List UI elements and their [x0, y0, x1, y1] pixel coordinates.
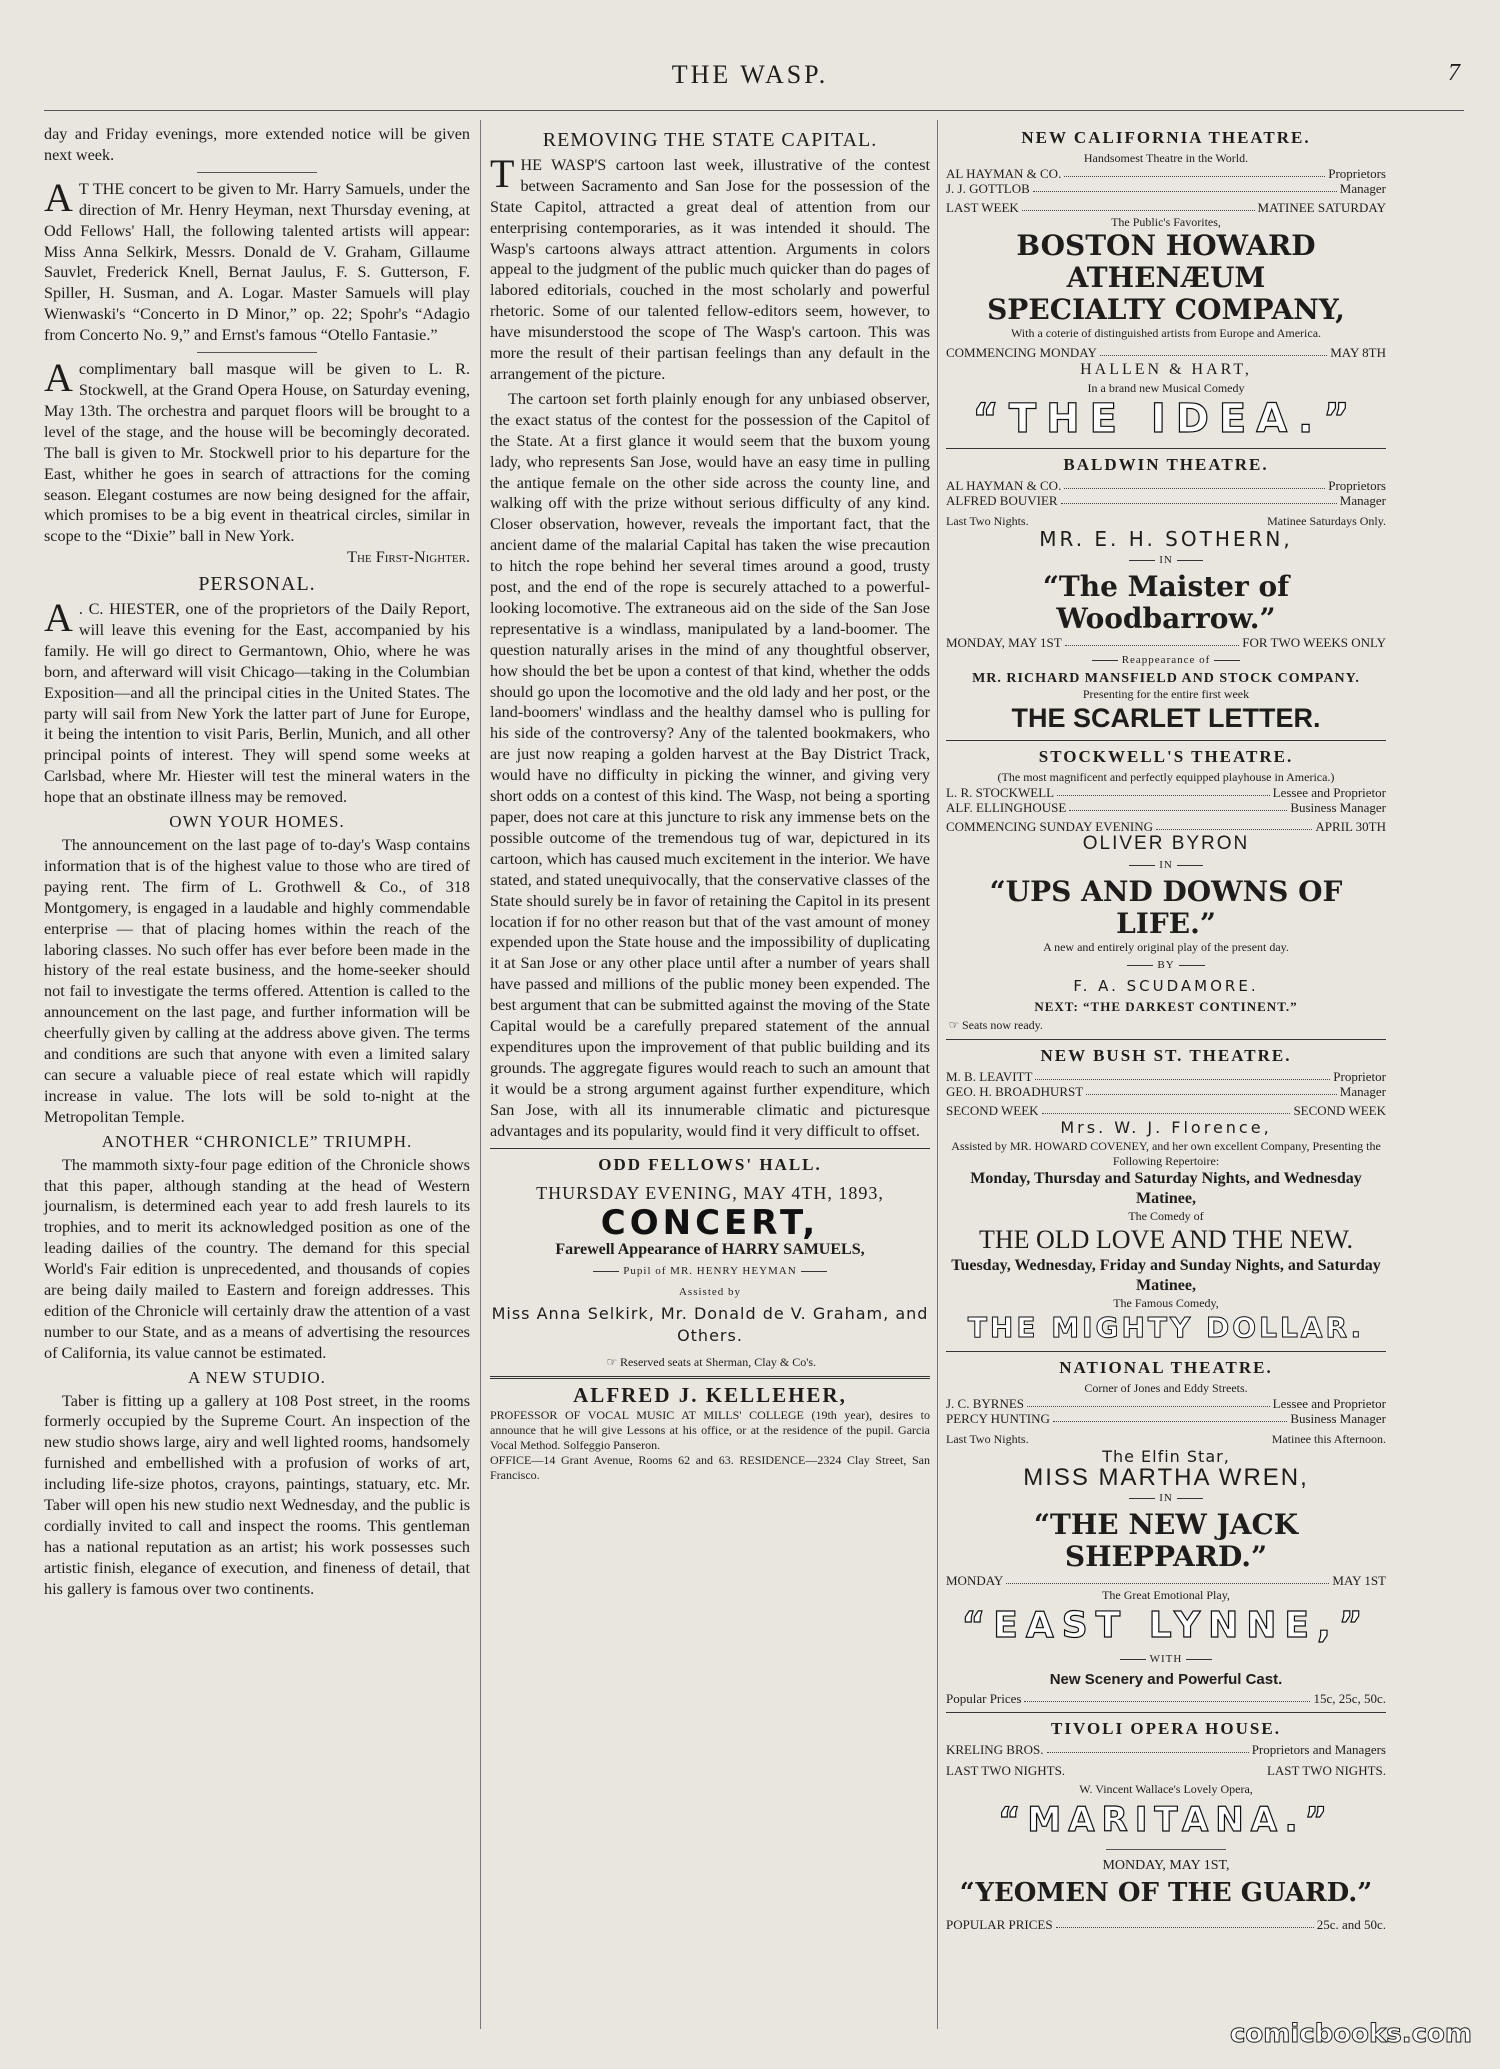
listing-row: POPULAR PRICES 25c. and 50c. [946, 1916, 1386, 1932]
monday-line: MONDAY, MAY 1ST, [1102, 1858, 1230, 1874]
stockwell-ad [946, 747, 1386, 1032]
personal-heading: PERSONAL. [198, 573, 316, 596]
capital-p1: THE WASP'S cartoon last week, illustrative of the contest between Sacramento and San Jose for the possession of the State Capitol, attracted a great deal of attention from our enterprising contemporaries, as it was intended it should. The Wasp's cartoons always attract attention. Arguments in colors appeal to the judgment of the public much quicker than do pages of labored editorials, couched in the most scholarly and powerful rhetoric. Some of our talented fellow-editors seem, however, to have misunderstood the scope of The Wasp's cartoon. This was more the result of their partisan feelings than any default in the arrangement of the picture. [490, 150, 930, 383]
page-header [0, 60, 1500, 94]
personal-article: A . C. HIESTER, one of the proprietors of the Daily Report, will leave this evening for the East, accompanied by his family. He will go direct to Germantown, Ohio, where he was born, and afterward will visit Chicago—taking in the Columbian Exposition—and all the principal cities in the United States. The party will sail from New York the latter part of June for Europe, it being the intention to visit Paris, Berlin, Munich, and all other principal points of interest. They will spend some weeks at Carlsbad, where Mr. Hiester will test the mineral waters in the hope that an obstinate illness may be removed. [44, 595, 470, 807]
separator [197, 172, 317, 173]
listing-row: Last Two Nights. Matinee this Afternoon. [946, 1431, 1386, 1446]
concert-seats: ☞ Reserved seats at Sherman, Clay & Co's. [490, 1355, 930, 1370]
baldwin-ad [946, 455, 1386, 735]
listing-row: AL HAYMAN & CO. Proprietors [946, 477, 1386, 493]
seats-note: ☞ Seats now ready. [946, 1018, 1386, 1033]
listing-row: COMMENCING MONDAY MAY 8TH [946, 344, 1386, 360]
listing-row: ALF. ELLINGHOUSE Business Manager [946, 800, 1386, 816]
listing-row: SECOND WEEK SECOND WEEK [946, 1102, 1386, 1118]
company-line-2: SPECIALTY COMPANY, [987, 292, 1345, 326]
favorites: The Public's Favorites, [1111, 214, 1221, 229]
coterie: With a coterie of distinguished artists from Europe and America. [1010, 325, 1322, 340]
author-name: F. A. SCUDAMORE. [1073, 977, 1259, 996]
capital-p2: The cartoon set forth plainly enough for any unbiased observer, the exact status of the contest for the possession of the Capitol of the State. At a first glance it would seem that the buxom young lady, who represents San Jose, would have an easy time in pulling the antique female on the other side across the county line, and walking off with the prize without serious difficulty of any kind. Closer observation, however, reveals the important fact, that the ancient dame of the malarial Capital has taken the wise precaution to hitch the rope behind her several times around a good, trusty post, and the end of the rope is securely attached to a powerful-looking locomotive. The extraneous aid on the side of the San Jose representative is a windlass, manipulated by a land-boomer. The question naturally arises in the mind of any thoughtful observer, how should the bet be upon a contest of that kind, whether the odds should go upon the locomotive and the old lady and her post, or the land-boomers' windlass and the healthy damsel who is pulling for his side of the controversy? Any of the talented bookmakers, who are just now reaping a golden harvest at the Bay District Track, would have no difficulty in picking the winner, and giving very short odds on a contest of this kind. The Wasp, not being a sporting paper, does not care at this juncture to risk any immense bets on the possible outcome of the tremendous tug of war, depictured in its cartoon, which has caused much excitement in the interior. We have stated, and stated unequivocally, that the conservative classes of the State should surely be in favor of retaining the Capitol in its present location if for no other reason but that of the vast amount of money expended upon the State house and the impossibility of duplicating it at San Jose or any other place until after a number of years shall have passed and millions of the public money been expended. The best argument that can be submitted against the moving of the State Capital would be a carefully prepared statement of the annual expenditures upon the improvement of that public building and its grounds. The aggregate figures would reach to such an amount that it would be a strong argument against further expenditure, which San Jose, with all its innumerable climatic and picturesque advantages and its popularity, would find it very difficult to offset. [490, 389, 930, 1140]
listing-row: KRELING BROS. Proprietors and Managers [946, 1742, 1386, 1758]
listing-row: LAST TWO NIGHTS. LAST TWO NIGHTS. [946, 1763, 1386, 1779]
by-line: BY [946, 955, 1386, 976]
hallen-hart: HALLEN & HART, [1080, 360, 1252, 378]
listing-row: AL HAYMAN & CO. Proprietors [946, 165, 1386, 181]
old-love: THE OLD LOVE AND THE NEW. [978, 1224, 1354, 1254]
kelleher-office: OFFICE—14 Grant Avenue, Rooms 62 and 63. RESIDENCE—2324 Clay Street, San Francisco. [490, 1452, 930, 1482]
concert-ad [490, 1155, 930, 1371]
chronicle-heading: ANOTHER “CHRONICLE” TRIUMPH. [101, 1131, 413, 1151]
listing-row: LAST WEEK MATINEE SATURDAY [946, 199, 1386, 215]
concert-date: THURSDAY EVENING, MAY 4TH, 1893, [536, 1183, 884, 1204]
east-lynne: “EAST LYNNE,” [961, 1605, 1371, 1647]
concert-article: A T THE concert to be given to Mr. Harry Samuels, under the direction of Mr. Henry Heyman, next Thursday evening, at Odd Fellows' Hall, the following talented artists will appear: Miss Anna Selkirk, Messrs. Donald de V. Graham, Gillaume Sauvlet, Frederick Knell, Bernat Jaulus, F. S. Gutterson, F. Spiller, H. Susman, and A. Logar. Master Samuels will play Wienwaski's “Concerto in D Minor,” op. 22; Spohr's “Adagio from Concerto No. 9,” and Ernst's famous “Otello Fantasie.” [44, 174, 470, 345]
drop-cap: A [44, 174, 73, 220]
ball-article: Acomplimentary ball masque will be given to L. R. Stockwell, at the Grand Opera House, on Saturday evening, May 13th. The orchestra and parquet floors will be brought to a level of the stage, and the house will be becomingly decorated. The ball is given to Mr. Stockwell prior to his departure for the East, whither he goes in search of attractions for the coming season. Elegant costumes are now being designed for the affair, which promises to be a big event in theatrical circles, similar in scope to the “Dixie” ball in New York. The First-Nighter. [44, 355, 470, 567]
star-name: Mrs. W. J. Florence, [1060, 1117, 1272, 1137]
kelleher-name: ALFRED J. KELLEHER, [573, 1383, 847, 1408]
great-play: The Great Emotional Play, [1102, 1588, 1230, 1603]
listing-row: PERCY HUNTING Business Manager [946, 1410, 1386, 1426]
listing-row: J. C. BYRNES Lessee and Proprietor [946, 1395, 1386, 1411]
assisted-line: Assisted by [678, 1286, 742, 1299]
watermark: comicbooks.com [1229, 2019, 1472, 2049]
opera-desc: W. Vincent Wallace's Lovely Opera, [1079, 1782, 1253, 1797]
column-divider [937, 120, 938, 2029]
drop-cap: T [490, 150, 515, 196]
listing-row: J. J. GOTTLOB Manager [946, 180, 1386, 196]
star-name: OLIVER BYRON [1082, 833, 1250, 855]
capital-heading: REMOVING THE STATE CAPITAL. [542, 129, 878, 151]
theatre-name: NEW CALIFORNIA THEATRE. [1021, 128, 1311, 147]
ad-rule [946, 1712, 1386, 1713]
kelleher-text: PROFESSOR OF VOCAL MUSIC AT MILLS' COLLEGE (19th year), desires to announce that he will give Lessons at his office, or at the residence of the pupil. Garcia Vocal Method. Solfeggio Panseron. [490, 1407, 930, 1452]
theatre-desc: (The most magnificent and perfectly equipped playhouse in America.) [997, 770, 1335, 785]
play-title: “The Maister of Woodbarrow.” [1042, 569, 1290, 635]
separator [197, 352, 317, 353]
column-left [44, 124, 470, 1604]
ad-rule [946, 448, 1386, 449]
in-line: IN [946, 855, 1386, 876]
with-line: WITH [946, 1649, 1386, 1670]
column-right [946, 124, 1386, 1932]
theatre-name: NEW BUSH ST. THEATRE. [1040, 1045, 1292, 1065]
play-desc: A new and entirely original play of the present day. [1043, 940, 1289, 955]
ad-rule [946, 1039, 1386, 1040]
kelleher-ad [490, 1385, 930, 1483]
ad-rule [490, 1376, 930, 1379]
listing-row: L. R. STOCKWELL Lessee and Proprietor [946, 785, 1386, 801]
column-divider [480, 120, 481, 2029]
star-name: MR. E. H. SOTHERN, [1039, 526, 1293, 551]
maritana: “MARITANA.” [998, 1800, 1334, 1841]
signature: The First-Nighter. [347, 548, 470, 567]
tivoli-ad [946, 1719, 1386, 1932]
national-ad [946, 1358, 1386, 1706]
ad-rule [490, 1148, 930, 1149]
hall-name: ODD FELLOWS' HALL. [598, 1154, 822, 1174]
drop-cap: A [44, 355, 73, 401]
brand-new: In a brand new Musical Comedy [1087, 380, 1245, 395]
listing-row: M. B. LEAVITT Proprietor [946, 1068, 1386, 1084]
listing-row: ALFRED BOUVIER Manager [946, 492, 1386, 508]
concert-artists: Miss Anna Selkirk, Mr. Donald de V. Graham, and Others. [491, 1304, 929, 1346]
yeomen: “YEOMEN OF THE GUARD.” [959, 1877, 1373, 1908]
play-title: “THE NEW JACK SHEPPARD.” [1033, 1508, 1299, 1574]
theatre-name: BALDWIN THEATRE. [1063, 454, 1269, 474]
drop-cap: A [44, 595, 73, 641]
assisted: Assisted by MR. HOWARD COVENEY, and her own excellent Company, Presenting the Following Repertoire: [951, 1138, 1381, 1168]
nights-1: Monday, Thursday and Saturday Nights, and Wednesday Matinee, [970, 1169, 1362, 1207]
ad-rule [946, 1351, 1386, 1352]
ad-rule [946, 740, 1386, 741]
studio-article: Taber is fitting up a gallery at 108 Post street, in the rooms formerly occupied by the Supreme Court. An inspection of the new studio shows large, airy and well lighted rooms, handsomely furnished and embellished with a profusion of works of art, including life-size photos, crayons, paintings, statuary, etc. Mr. Taber will open his new studio next Wednesday, and the public is cordially invited to call and inspect the rooms. This gentleman has a national reputation as an artist; his work possesses such artistic finish, elegance of execution, and fineness of detail, that his gallery is famous over two continents. [44, 1391, 470, 1598]
new-california-ad [946, 128, 1386, 442]
theatre-name: NATIONAL THEATRE. [1059, 1357, 1273, 1377]
header-rule [44, 110, 1464, 111]
theatre-name: TIVOLI OPERA HOUSE. [1051, 1719, 1281, 1739]
separator [1106, 1849, 1226, 1850]
mighty-dollar: THE MIGHTY DOLLAR. [967, 1310, 1365, 1344]
next-play: NEXT: “THE DARKEST CONTINENT.” [1034, 998, 1298, 1014]
the-idea: “THE IDEA.” [972, 395, 1360, 442]
intro-text: day and Friday evenings, more extended notice will be given next week. [44, 125, 470, 164]
bush-ad [946, 1046, 1386, 1345]
listing-row: COMMENCING SUNDAY EVENING APRIL 30TH [946, 819, 1386, 835]
chronicle-article: The mammoth sixty-four page edition of the Chronicle shows that this paper, although standing at the head of Western journalism, is determined each year to add fresh laurels to its trophies, and to merit its acknowledged position as one of the leading dailies of the country. The demand for this special World's Fair edition is unprecedented, and thousands of copies are being daily mailed to Eastern and foreign addresses. This edition of the Chronicle will certainly draw the attention of a vast number to our State, and as a means of advertising the resources of California, its value cannot be estimated. [44, 1155, 470, 1362]
scenery: New Scenery and Powerful Cast. [1049, 1671, 1283, 1689]
listing-row: GEO. H. BROADHURST Manager [946, 1083, 1386, 1099]
famous-comedy: The Famous Comedy, [1113, 1295, 1219, 1310]
concert-sub: Farewell Appearance of HARRY SAMUELS, [555, 1241, 865, 1259]
column-middle [490, 124, 930, 1483]
comedy-of: The Comedy of [1128, 1208, 1204, 1223]
theatre-tag: Handsomest Theatre in the World. [1083, 150, 1249, 165]
mansfield-company: MR. RICHARD MANSFIELD AND STOCK COMPANY. [972, 671, 1360, 687]
homes-heading: OWN YOUR HOMES. [169, 812, 345, 832]
listing-row: MONDAY, MAY 1ST FOR TWO WEEKS ONLY [946, 634, 1386, 650]
star-name: MISS MARTHA WREN, [1023, 1463, 1309, 1491]
pupil-line: Pupil of MR. HENRY HEYMAN [490, 1261, 930, 1282]
theatre-name: STOCKWELL'S THEATRE. [1038, 747, 1294, 767]
in-line: IN [946, 550, 1386, 571]
in-line: IN [946, 1488, 1386, 1509]
company-line-1: BOSTON HOWARD ATHENÆUM [1016, 228, 1316, 294]
nights-2: Tuesday, Wednesday, Friday and Sunday Nights, and Saturday Matinee, [951, 1256, 1381, 1294]
listing-row: MONDAY MAY 1ST [946, 1573, 1386, 1589]
listing-row: Popular Prices 15c, 25c, 50c. [946, 1691, 1386, 1707]
listing-row: Last Two Nights. Matinee Saturdays Only. [946, 513, 1386, 528]
pointing-hand-icon: ☞ [948, 1017, 960, 1032]
theatre-corner: Corner of Jones and Eddy Streets. [1084, 1380, 1248, 1395]
studio-heading: A NEW STUDIO. [188, 1367, 326, 1387]
page-number: 7 [1448, 60, 1460, 86]
masthead-title: THE WASP. [671, 60, 829, 89]
homes-article: The announcement on the last page of to-day's Wasp contains information that is of the highest value to those who are tired of paying rent. The firm of L. Grothwell & Co., of 318 Montgomery, is engaged in a laudable and highly commendable enterprise — that of placing homes within the reach of the laboring classes. No such offer has ever before been made in the history of the real estate business, and the home-seeker should not fail to investigate the terms offered. Attention is called to the announcement on the last page, and further information will be cheerfully given by calling at the address above given. The terms and conditions are such that anyone with even a limited salary can secure a valuable piece of real estate which will rapidly increase in value. The lots will be sold to-night at the Metropolitan Temple. [44, 836, 470, 1126]
reappearance: Reappearance of [946, 650, 1386, 671]
presenting: Presenting for the entire first week [1082, 687, 1250, 702]
elfin-star: The Elfin Star, [1102, 1446, 1230, 1466]
concert-title: CONCERT, [600, 1203, 820, 1244]
play-title: “UPS AND DOWNS OF LIFE.” [989, 875, 1343, 941]
pointing-hand-icon: ☞ [606, 1355, 618, 1370]
scarlet-letter: THE SCARLET LETTER. [1011, 703, 1321, 734]
